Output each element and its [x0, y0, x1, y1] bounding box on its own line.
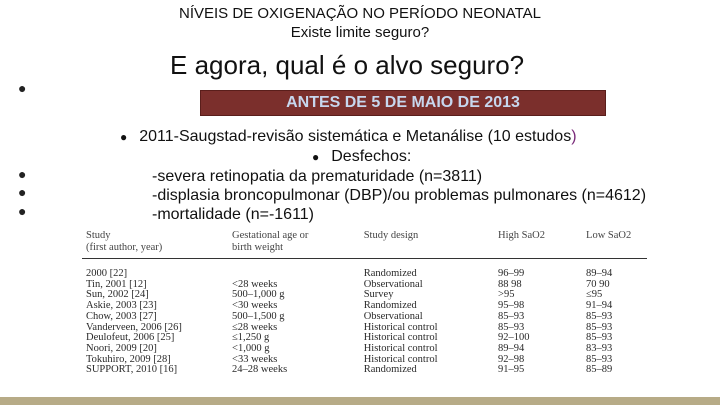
table-cell: <33 weeks — [232, 353, 278, 365]
study-table — [82, 226, 647, 376]
outcome-mortality: -mortalidade (n=-1611) — [152, 206, 315, 223]
table-cell: Noori, 2009 [20] — [86, 342, 157, 354]
table-cell: 91–95 — [498, 364, 525, 376]
bullet-desfechos-text: Desfechos: — [331, 148, 412, 165]
outcome-bpd: -displasia broncopulmonar (DBP)/ou problemas pulmonares (n=4612) — [152, 187, 647, 204]
table-cell: 88 98 — [498, 278, 522, 290]
table-cell: ≤95 — [586, 289, 603, 301]
table-cell: Historical control — [363, 342, 438, 354]
table-cell: <1,000 g — [232, 342, 270, 354]
table-cell: 83–93 — [586, 342, 613, 354]
bullet-saugstad-text: 2011-Saugstad-revisão sistemática e Metanálise (10 estudos — [139, 128, 572, 145]
table-cell: Observational — [363, 310, 423, 322]
column-header-high-sao2: High SaO2 — [498, 230, 546, 241]
table-cell: SUPPORT, 2010 [16] — [86, 364, 178, 376]
bullet-marker: ● — [312, 150, 320, 164]
study-table-header — [82, 226, 647, 259]
table-cell: Randomized — [363, 268, 417, 279]
column-header-study-design: Study design — [363, 230, 419, 241]
table-cell — [228, 259, 360, 280]
table-cell: <30 weeks — [232, 300, 278, 312]
table-cell: 96–99 — [498, 268, 525, 279]
table-cell: Randomized — [363, 364, 417, 376]
bullet-desfechos — [312, 148, 411, 166]
table-cell: 85–93 — [498, 310, 525, 322]
table-cell: 95–98 — [498, 300, 525, 312]
table-cell: Chow, 2003 [27] — [86, 310, 157, 322]
table-cell: Randomized — [363, 300, 417, 312]
table-cell: Observational — [363, 278, 423, 290]
column-header-gestational-age: Gestational age or birth weight — [232, 230, 309, 253]
table-cell: 2000 [22] — [86, 268, 128, 279]
table-cell: Historical control — [363, 321, 438, 333]
footer-bar — [0, 397, 720, 405]
table-cell: >95 — [498, 289, 515, 301]
header-line-2: Existe limite seguro? — [290, 24, 430, 41]
table-cell: Vanderveen, 2006 [26] — [86, 321, 182, 333]
table-cell: Tin, 2001 [12] — [86, 278, 147, 290]
bullet-marker-left-4: ● — [18, 203, 27, 219]
table-cell: 500–1,500 g — [232, 310, 285, 322]
bullet-marker-left-2: ● — [18, 166, 27, 182]
table-cell: Sun, 2002 [24] — [86, 289, 149, 301]
table-cell: 92–100 — [498, 332, 530, 344]
table-cell: 89–94 — [586, 268, 613, 279]
table-cell: ≤28 weeks — [232, 321, 278, 333]
table-cell: 85–93 — [498, 321, 525, 333]
table-cell: 24–28 weeks — [232, 364, 288, 376]
table-cell: <28 weeks — [232, 278, 278, 290]
table-cell: Survey — [363, 289, 394, 301]
slide-title: E agora, qual é o alvo seguro? — [170, 50, 525, 80]
table-cell: 70 90 — [586, 278, 610, 290]
table-cell: 85–93 — [586, 353, 613, 365]
table-cell: 89–94 — [498, 342, 525, 354]
bullet-marker-left-1: ● — [18, 80, 27, 96]
bullet-marker-left-3: ● — [18, 184, 27, 200]
table-cell: Askie, 2003 [23] — [86, 300, 157, 312]
table-cell: 85–93 — [586, 332, 613, 344]
table-cell: 85–89 — [586, 364, 613, 376]
table-cell: ≤1,250 g — [232, 332, 270, 344]
table-row — [82, 259, 647, 280]
column-header-study: Study (first author, year) — [86, 230, 163, 253]
table-cell: Historical control — [363, 332, 438, 344]
table-cell: 500–1,000 g — [232, 289, 285, 301]
table-cell: 85–93 — [586, 310, 613, 322]
table-row — [82, 312, 647, 323]
outcome-retinopathy: -severa retinopatia da prematuridade (n=3811) — [152, 168, 483, 185]
table-cell: Deulofeut, 2006 [25] — [86, 332, 175, 344]
date-banner: ANTES DE 5 DE MAIO DE 2013 — [200, 90, 606, 116]
bullet-saugstad — [120, 128, 577, 146]
table-cell: 85–93 — [586, 321, 613, 333]
bullet-marker: ● — [120, 130, 128, 144]
table-cell: 91–94 — [586, 300, 613, 312]
table-cell: Tokuhiro, 2009 [28] — [86, 353, 171, 365]
header-line-1: NÍVEIS DE OXIGENAÇÃO NO PERÍODO NEONATAL — [178, 5, 541, 22]
table-cell: Historical control — [363, 353, 438, 365]
table-cell: 92–98 — [498, 353, 525, 365]
table-row — [82, 365, 647, 376]
column-header-low-sao2: Low SaO2 — [586, 230, 632, 241]
bullet-saugstad-paren: ) — [571, 128, 577, 145]
